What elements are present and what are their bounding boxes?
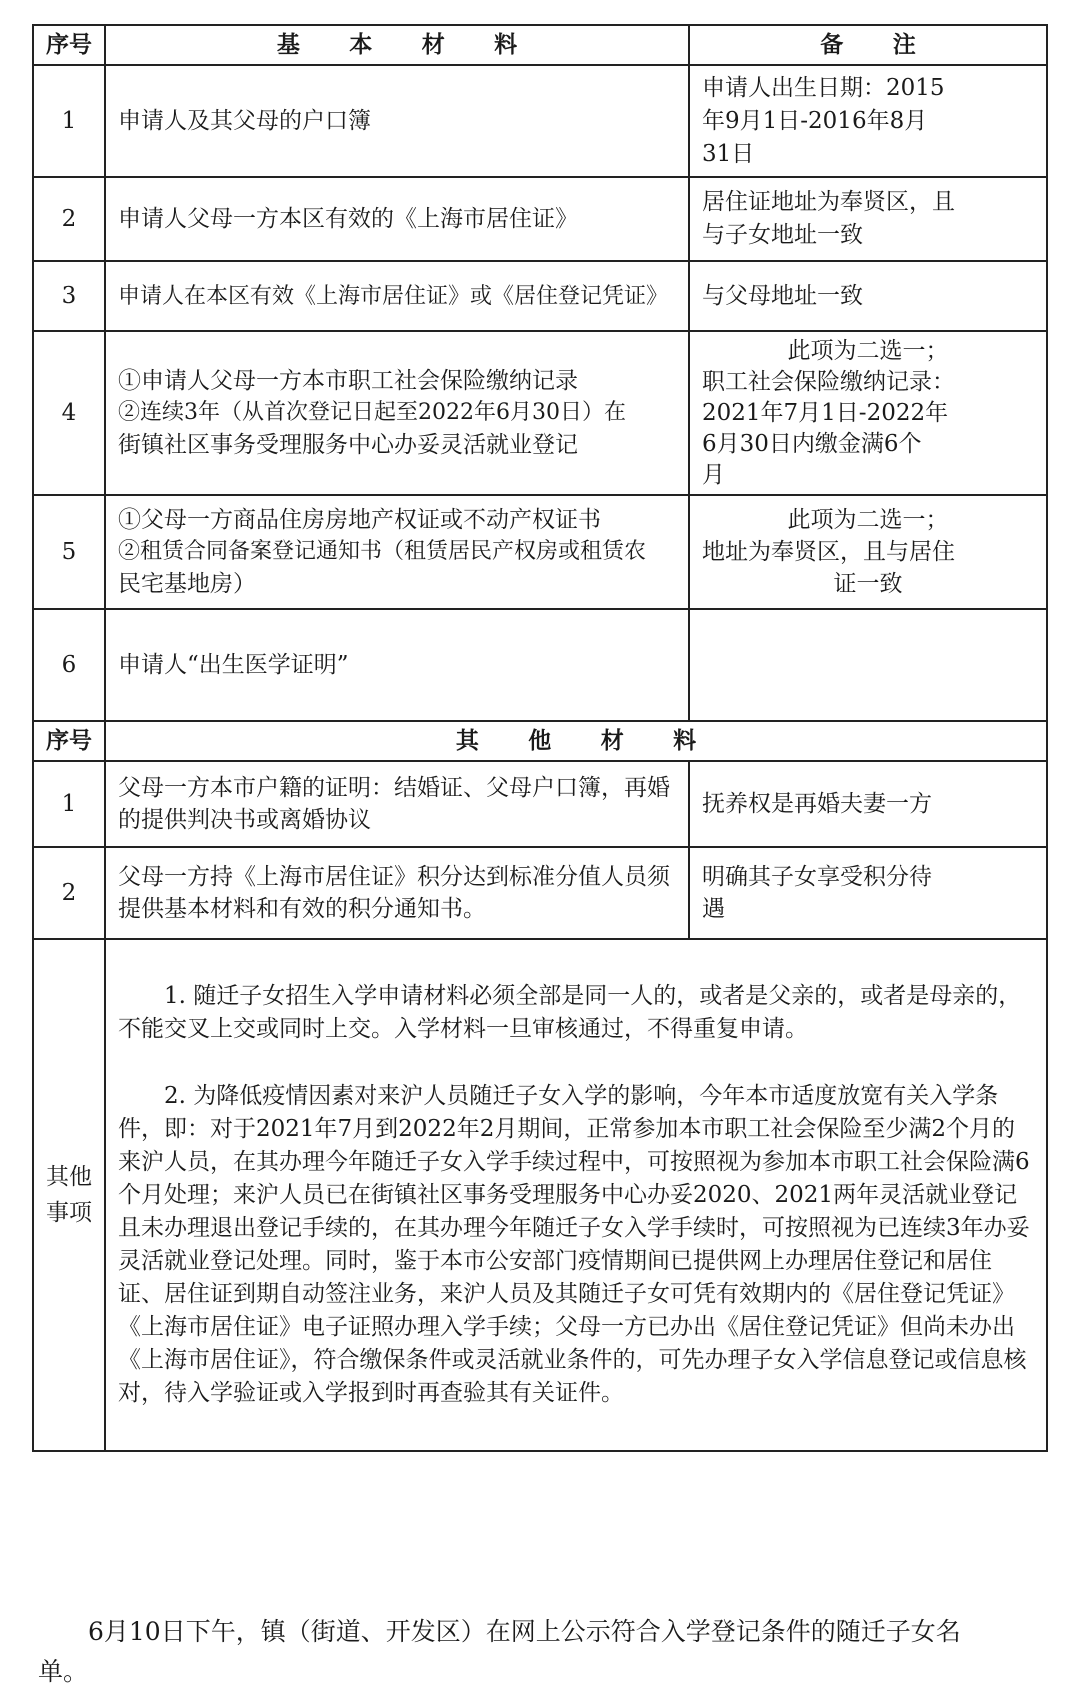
other-row-2 — [33, 847, 1047, 939]
basic-row-4-note-line-2: 职工社会保险缴纳记录： — [702, 368, 955, 395]
basic-row-3-material-line-1: 申请人在本区有效《上海市居住证》或《居住登记凭证》 — [118, 283, 669, 309]
basic-row-1-note-line-3: 31日 — [702, 140, 755, 167]
basic-header-note-text: 备 注 — [820, 32, 937, 58]
basic-row-5 — [33, 495, 1047, 609]
basic-row-1 — [33, 65, 1047, 177]
other-row-2-material-line-2: 提供基本材料和有效的积分通知书。 — [118, 896, 486, 922]
basic-row-2-num: 2 — [33, 177, 105, 261]
basic-row-4-num: 4 — [33, 331, 105, 495]
basic-row-4-note — [689, 331, 1047, 495]
basic-row-3 — [33, 261, 1047, 331]
other-row-2-note — [689, 847, 1047, 939]
basic-row-5-note — [689, 495, 1047, 609]
other-matters-paragraph-2: 2. 为降低疫情因素对来沪人员随迁子女入学的影响，今年本市适度放宽有关入学条件，即：对于2021年7月到2022年2月期间，正常参加本市职工社会保险至少满2个月的来沪人员，在其办理今年随迁子女入学手续过程中，可按照视为参加本市职工社会保险满6个月处理；来沪人员已在街镇社区事务受理服务中心办妥2020、2021两年灵活就业登记且未办理退出登记手续的，在其办理今年随迁子女入学手续时，可按照视为已连续3年办妥灵活就业登记处理。同时，鉴于本市公安部门疫情期间已提供网上办理居住登记和居住证、居住证到期自动签注业务，来沪人员及其随迁子女可凭有效期内的《居住登记凭证》《上海市居住证》电子证照办理入学手续；父母一方已办出《居住登记凭证》但尚未办出《上海市居住证》，符合缴保条件或灵活就业条件的，可先办理子女入学信息登记或信息核对，待入学验证或入学报到时再查验其有关证件。 — [118, 1083, 1030, 1406]
basic-row-4-material-line-3: 街镇社区事务受理服务中心办妥灵活就业登记 — [118, 432, 578, 458]
basic-row-6-material — [105, 609, 689, 721]
basic-row-5-material-line-1: ①父母一方商品住房房地产权证或不动产权证书 — [118, 507, 601, 533]
footer-announcement: 6月10日下午，镇（街道、开发区）在网上公示符合入学登记条件的随迁子女名单。 — [38, 1617, 961, 1686]
materials-table — [32, 24, 1048, 1452]
other-row-1-material-line-2: 的提供判决书或离婚协议 — [118, 807, 371, 833]
other-matters-label — [33, 939, 105, 1451]
basic-row-4-note-line-5: 月 — [702, 461, 725, 488]
basic-row-2-note-line-1: 居住证地址为奉贤区，且 — [702, 189, 955, 215]
other-matters-label-line-2: 事项 — [46, 1200, 92, 1226]
basic-row-2-material — [105, 177, 689, 261]
basic-row-5-note-line-3: 证一致 — [833, 571, 903, 597]
basic-row-2 — [33, 177, 1047, 261]
basic-row-4-note-line-3: 2021年7月1日-2022年 — [702, 399, 949, 426]
basic-row-5-material-line-3: 民宅基地房） — [118, 571, 256, 597]
other-row-2-material-line-1: 父母一方持《上海市居住证》积分达到标准分值人员须 — [118, 864, 670, 890]
other-header-material-text: 其 他 材 料 — [455, 728, 717, 754]
other-matters-paragraph-1: 1. 随迁子女招生入学申请材料必须全部是同一人的，或者是父亲的，或者是母亲的，不能交叉上交或同时上交。入学材料一旦审核通过，不得重复申请。 — [118, 983, 1022, 1042]
other-header-row — [33, 721, 1047, 761]
basic-header-material — [105, 25, 689, 65]
basic-header-num: 序号 — [33, 25, 105, 65]
other-row-2-note-line-1: 明确其子女享受积分待 — [702, 864, 932, 890]
basic-row-4-note-line-1: 此项为二选一； — [787, 337, 949, 364]
other-header-material — [105, 721, 1047, 761]
basic-row-1-num: 1 — [33, 65, 105, 177]
other-matters-row — [33, 939, 1047, 1451]
basic-row-3-num: 3 — [33, 261, 105, 331]
basic-header-material-text: 基 本 材 料 — [276, 32, 538, 58]
other-row-1-note — [689, 761, 1047, 847]
other-matters-label-line-1: 其他 — [46, 1164, 92, 1190]
other-row-1-material-line-1: 父母一方本市户籍的证明：结婚证、父母户口簿，再婚 — [118, 775, 670, 801]
basic-row-4-material-line-2: ②连续3年（从首次登记日起至2022年6月30日）在 — [118, 400, 626, 425]
other-header-num: 序号 — [33, 721, 105, 761]
basic-row-5-num: 5 — [33, 495, 105, 609]
basic-row-5-note-line-1: 此项为二选一； — [787, 507, 949, 533]
basic-row-1-note — [689, 65, 1047, 177]
basic-row-3-note-line-1: 与父母地址一致 — [702, 282, 863, 309]
basic-header-row — [33, 25, 1047, 65]
other-row-1 — [33, 761, 1047, 847]
other-row-1-material — [105, 761, 689, 847]
basic-row-1-note-line-2: 年9月1日-2016年8月 — [702, 107, 928, 134]
other-row-2-note-line-2: 遇 — [702, 896, 725, 922]
basic-row-4-note-line-4: 6月30日内缴金满6个 — [702, 430, 922, 457]
other-row-2-num: 2 — [33, 847, 105, 939]
basic-row-4-material-line-1: ①申请人父母一方本市职工社会保险缴纳记录 — [118, 368, 578, 394]
basic-row-6-note — [689, 609, 1047, 721]
basic-row-5-note-line-2: 地址为奉贤区，且与居住 — [702, 539, 955, 565]
basic-row-1-material-line-1: 申请人及其父母的户口簿 — [118, 107, 371, 134]
basic-row-6-material-line-1: 申请人“出生医学证明” — [118, 651, 349, 678]
basic-row-6 — [33, 609, 1047, 721]
basic-row-3-material — [105, 261, 689, 331]
basic-row-2-note — [689, 177, 1047, 261]
other-matters-content — [105, 939, 1047, 1451]
basic-row-1-material — [105, 65, 689, 177]
basic-row-4-material — [105, 331, 689, 495]
basic-row-5-material — [105, 495, 689, 609]
basic-row-2-note-line-2: 与子女地址一致 — [702, 222, 863, 248]
basic-row-4 — [33, 331, 1047, 495]
other-row-1-num: 1 — [33, 761, 105, 847]
basic-row-3-note — [689, 261, 1047, 331]
basic-header-note — [689, 25, 1047, 65]
other-row-2-material — [105, 847, 689, 939]
basic-row-5-material-line-2: ②租赁合同备案登记通知书（租赁居民产权房或租赁农 — [118, 539, 647, 564]
basic-row-2-material-line-1: 申请人父母一方本区有效的《上海市居住证》 — [118, 205, 578, 232]
basic-row-6-num: 6 — [33, 609, 105, 721]
other-row-1-note-line-1: 抚养权是再婚夫妻一方 — [702, 790, 932, 817]
basic-row-1-note-line-1: 申请人出生日期：2015 — [702, 74, 945, 101]
